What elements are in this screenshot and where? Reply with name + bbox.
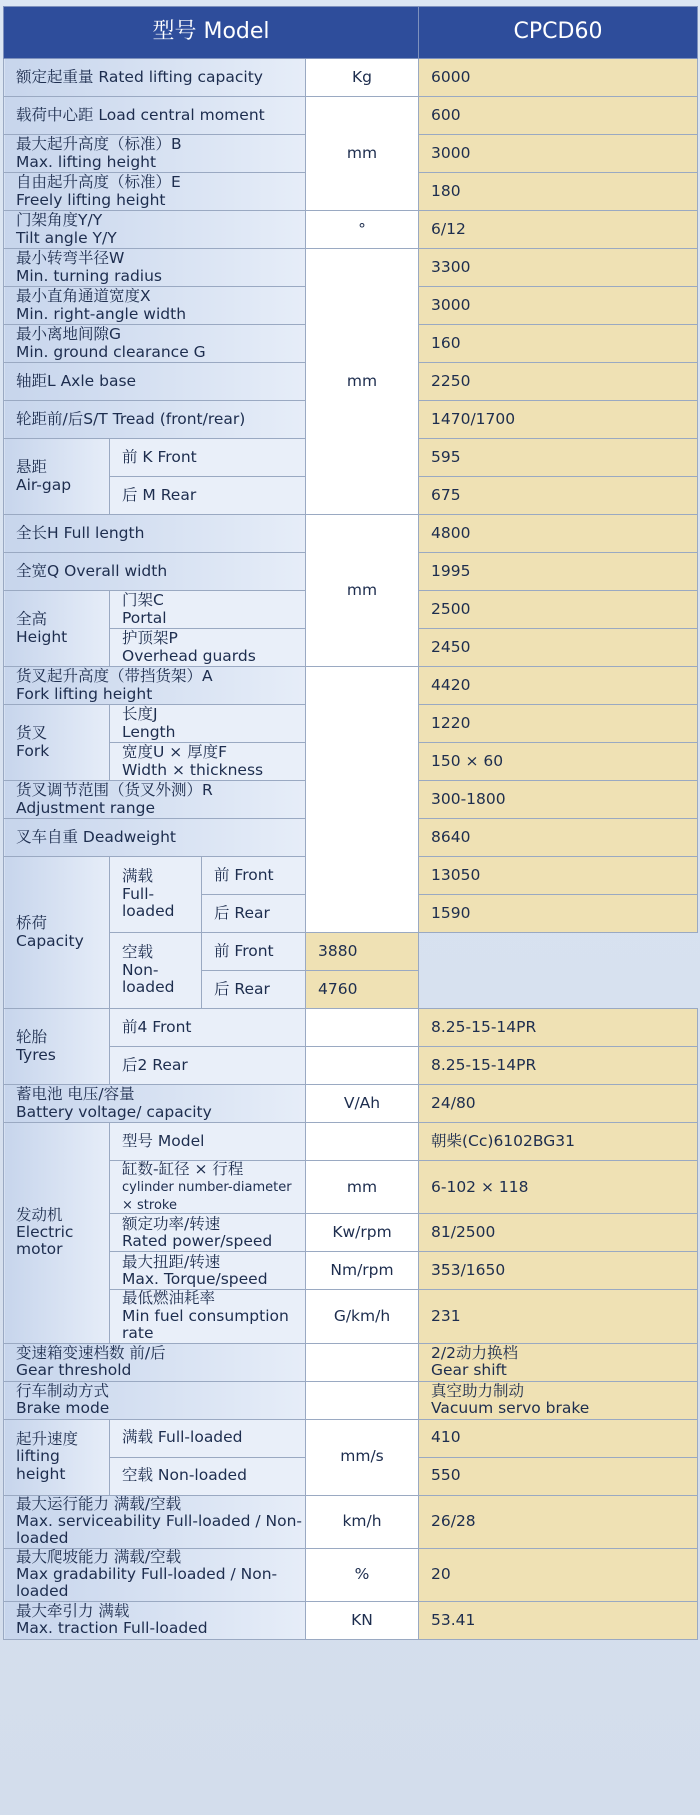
gradability-value: 20: [419, 1548, 698, 1601]
traction-unit: KN: [306, 1601, 419, 1639]
serviceability-unit: km/h: [306, 1495, 419, 1548]
fuel-label: 最低燃油耗率 Min fuel consumption rate: [110, 1290, 306, 1343]
table-row: [4, 1381, 698, 1419]
non-rear-label: 后 Rear: [202, 971, 306, 1009]
portal-value: 2500: [419, 591, 698, 629]
cylinder-unit: mm: [306, 1161, 419, 1214]
clearance-label: 最小离地间隙G Min. ground clearance G: [4, 325, 306, 363]
table-row: [4, 249, 698, 287]
power-label: 额定功率/转速 Rated power/speed: [110, 1214, 306, 1252]
battery-value: 24/80: [419, 1085, 698, 1123]
guard-value: 2450: [419, 629, 698, 667]
rated-capacity-value: 6000: [419, 59, 698, 97]
tilt-label: 门架角度Y/Y Tilt angle Y/Y: [4, 211, 306, 249]
table-row: [4, 1085, 698, 1123]
mm-unit: mm: [306, 515, 419, 667]
blank-unit: [306, 1123, 419, 1161]
table-row: [4, 1495, 698, 1548]
table-row: [4, 1419, 698, 1457]
height-label: 全高 Height: [4, 591, 110, 667]
fuel-unit: G/km/h: [306, 1290, 419, 1343]
table-row: [4, 59, 698, 97]
fork-width-value: 150 × 60: [419, 743, 698, 781]
full-length-label: 全长H Full length: [4, 515, 306, 553]
power-unit: Kw/rpm: [306, 1214, 419, 1252]
load-center-label: 载荷中心距 Load central moment: [4, 97, 306, 135]
table-row: [4, 1123, 698, 1161]
engine-model-label: 型号 Model: [110, 1123, 306, 1161]
non-rear-value: 4760: [306, 971, 419, 1009]
fork-label: 货叉 Fork: [4, 705, 110, 781]
fork-length-label: 长度J Length: [110, 705, 306, 743]
model-value: CPCD60: [419, 7, 698, 59]
table-row: [4, 97, 698, 135]
fork-length-value: 1220: [419, 705, 698, 743]
free-lift-value: 180: [419, 173, 698, 211]
full-rear-value: 1590: [419, 895, 698, 933]
adjust-label: 货叉调节范围（货叉外测）R Adjustment range: [4, 781, 306, 819]
max-lift-label: 最大起升高度（标准）B Max. lifting height: [4, 135, 306, 173]
lift-speed-unit: mm/s: [306, 1419, 419, 1495]
lift-speed-full-label: 满载 Full-loaded: [110, 1419, 306, 1457]
airgap-front-label: 前 K Front: [110, 439, 306, 477]
lift-speed-non-value: 550: [419, 1457, 698, 1495]
tilt-unit: °: [306, 211, 419, 249]
gradability-label: 最大爬坡能力 满载/空载 Max gradability Full-loaded / Non-loaded: [4, 1548, 306, 1601]
mm-unit: mm: [306, 249, 419, 515]
full-front-label: 前 Front: [202, 857, 306, 895]
turning-label: 最小转弯半径W Min. turning radius: [4, 249, 306, 287]
blank-unit: [306, 1343, 419, 1381]
non-front-value: 3880: [306, 933, 419, 971]
blank-unit: [306, 1381, 419, 1419]
fork-lift-value: 4420: [419, 667, 698, 705]
axle-value: 2250: [419, 363, 698, 401]
portal-label: 门架C Portal: [110, 591, 306, 629]
cylinder-label-cn: 缸数-缸径 × 行程: [122, 1160, 244, 1178]
adjust-value: 300-1800: [419, 781, 698, 819]
lift-speed-label: 起升速度 lifting height: [4, 1419, 110, 1495]
load-center-value: 600: [419, 97, 698, 135]
mm-unit: mm: [306, 97, 419, 211]
model-label: 型号 Model: [4, 7, 419, 59]
airgap-rear-value: 675: [419, 477, 698, 515]
battery-unit: V/Ah: [306, 1085, 419, 1123]
battery-label: 蓄电池 电压/容量 Battery voltage/ capacity: [4, 1085, 306, 1123]
torque-unit: Nm/rpm: [306, 1252, 419, 1290]
tilt-value: 6/12: [419, 211, 698, 249]
overall-width-value: 1995: [419, 553, 698, 591]
gear-label: 变速箱变速档数 前/后 Gear threshold: [4, 1343, 306, 1381]
table-row: [4, 515, 698, 553]
full-length-value: 4800: [419, 515, 698, 553]
airgap-rear-label: 后 M Rear: [110, 477, 306, 515]
engine-model-value: 朝柴(Cc)6102BG31: [419, 1123, 698, 1161]
table-row: [4, 1601, 698, 1639]
power-value: 81/2500: [419, 1214, 698, 1252]
deadweight-label: 叉车自重 Deadweight: [4, 819, 306, 857]
airgap-front-value: 595: [419, 439, 698, 477]
right-angle-value: 3000: [419, 287, 698, 325]
brake-value: 真空助力制动 Vacuum servo brake: [419, 1381, 698, 1419]
overall-width-label: 全宽Q Overall width: [4, 553, 306, 591]
cylinder-label-en: cylinder number-diameter × stroke: [122, 1180, 292, 1213]
torque-label: 最大扭距/转速 Max. Torque/speed: [110, 1252, 306, 1290]
tyres-label: 轮胎 Tyres: [4, 1009, 110, 1085]
cylinder-value: 6-102 × 118: [419, 1161, 698, 1214]
blank-unit: [306, 1009, 419, 1047]
non-loaded-label: 空载 Non-loaded: [110, 933, 202, 1009]
table-row: [4, 1009, 698, 1047]
airgap-label: 悬距 Air-gap: [4, 439, 110, 515]
traction-label: 最大牵引力 满载 Max. traction Full-loaded: [4, 1601, 306, 1639]
serviceability-label: 最大运行能力 满载/空载 Max. serviceability Full-loaded / Non-loaded: [4, 1495, 306, 1548]
tyres-rear-value: 8.25-15-14PR: [419, 1047, 698, 1085]
full-loaded-label: 满载 Full-loaded: [110, 857, 202, 933]
free-lift-label: 自由起升高度（标准）E Freely lifting height: [4, 173, 306, 211]
blank-unit: [306, 1047, 419, 1085]
full-front-value: 13050: [419, 857, 698, 895]
table-row: [4, 1548, 698, 1601]
capacity-label: 桥荷 Capacity: [4, 857, 110, 1009]
tyres-rear-label: 后2 Rear: [110, 1047, 306, 1085]
tread-label: 轮距前/后S/T Tread (front/rear): [4, 401, 306, 439]
spec-table: [3, 6, 698, 1640]
blank-unit: [306, 667, 419, 933]
clearance-value: 160: [419, 325, 698, 363]
axle-label: 轴距L Axle base: [4, 363, 306, 401]
guard-label: 护顶架P Overhead guards: [110, 629, 306, 667]
tyres-front-label: 前4 Front: [110, 1009, 306, 1047]
right-angle-label: 最小直角通道宽度X Min. right-angle width: [4, 287, 306, 325]
rated-capacity-unit: Kg: [306, 59, 419, 97]
table-row: [4, 211, 698, 249]
tyres-front-value: 8.25-15-14PR: [419, 1009, 698, 1047]
cylinder-label: [110, 1161, 306, 1214]
lift-speed-full-value: 410: [419, 1419, 698, 1457]
gradability-unit: %: [306, 1548, 419, 1601]
table-row: [4, 667, 698, 705]
full-rear-label: 后 Rear: [202, 895, 306, 933]
non-front-label: 前 Front: [202, 933, 306, 971]
engine-label: 发动机 Electric motor: [4, 1123, 110, 1344]
serviceability-value: 26/28: [419, 1495, 698, 1548]
tread-value: 1470/1700: [419, 401, 698, 439]
brake-label: 行车制动方式 Brake mode: [4, 1381, 306, 1419]
fuel-value: 231: [419, 1290, 698, 1343]
header-row: [4, 7, 698, 59]
table-row: [4, 1343, 698, 1381]
fork-lift-label: 货叉起升高度（带挡货架）A Fork lifting height: [4, 667, 306, 705]
traction-value: 53.41: [419, 1601, 698, 1639]
rated-capacity-label: 额定起重量 Rated lifting capacity: [4, 59, 306, 97]
turning-value: 3300: [419, 249, 698, 287]
deadweight-value: 8640: [419, 819, 698, 857]
torque-value: 353/1650: [419, 1252, 698, 1290]
max-lift-value: 3000: [419, 135, 698, 173]
gear-value: 2/2动力换档 Gear shift: [419, 1343, 698, 1381]
fork-width-label: 宽度U × 厚度F Width × thickness: [110, 743, 306, 781]
lift-speed-non-label: 空载 Non-loaded: [110, 1457, 306, 1495]
